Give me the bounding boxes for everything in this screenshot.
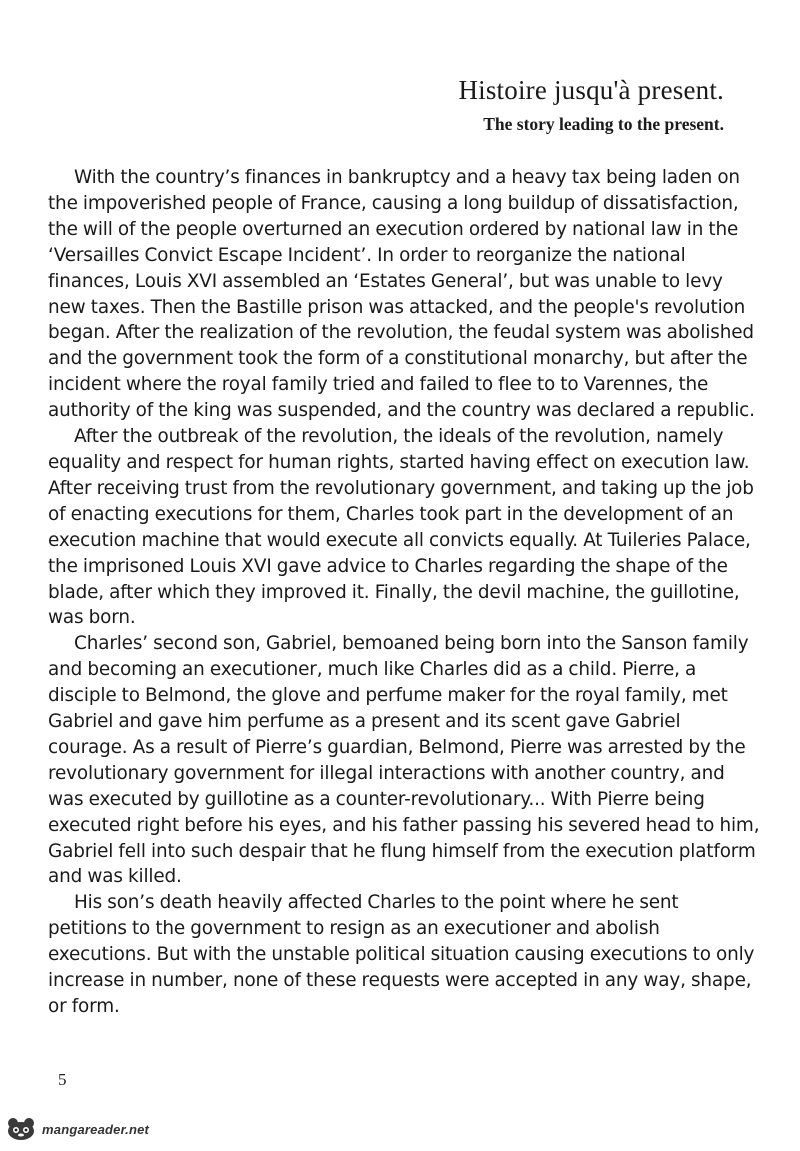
mangareader-logo-icon	[4, 1116, 38, 1142]
watermark	[4, 1116, 149, 1142]
page-subtitle: The story leading to the present.	[483, 114, 724, 134]
page-title: Histoire jusqu'à present.	[458, 75, 724, 105]
paragraph-2: After the outbreak of the revolution, the ideals of the revolution, namely equality and respect for human rights, started having effect on execution law. After receiving trust from the revolutionary government, and taking up the job of enacting executions for them, Charles took part in the development of an execution machine that would execute all convicts equally. At Tuileries Palace, the imprisoned Louis XVI gave advice to Charles regarding the shape of the blade, after which they improved it. Finally, the devil machine, the guillotine, was born.	[48, 426, 754, 629]
page-number: 5	[58, 1070, 67, 1089]
page-heading	[458, 72, 724, 136]
watermark-text: mangareader.net	[42, 1121, 150, 1137]
paragraph-1: With the country’s finances in bankruptcy and a heavy tax being laden on the impoverished people of France, causing a long buildup of dissatisfaction, the will of the people overturned an execution ordered by national law in the ‘Versailles Convict Escape Incident’. In order to reorganize the national finances, Louis XVI assembled an ‘Estates General’, but was unable to levy new taxes. Then the Bastille prison was attacked, and the people's revolution began. After the realization of the revolution, the feudal system was abolished and the government took the form of a constitutional monarchy, but after the incident where the royal family tried and failed to flee to to Varennes, the authority of the king was suspended, and the country was declared a republic.	[48, 167, 755, 422]
paragraph-3: Charles’ second son, Gabriel, bemoaned being born into the Sanson family and becoming an executioner, much like Charles did as a child. Pierre, a disciple to Belmond, the glove and perfume maker for the royal family, met Gabriel and gave him perfume as a present and its scent gave Gabriel courage. As a result of Pierre’s guardian, Belmond, Pierre was arrested by the revolutionary government for illegal interactions with another country, and was executed by guillotine as a counter-revolutionary... With Pierre being executed right before his eyes, and his father passing his severed head to him, Gabriel fell into such despair that he flung himself from the execution platform and was killed.	[48, 633, 760, 888]
story-body	[48, 165, 760, 1020]
paragraph-4: His son’s death heavily affected Charles to the point where he sent petitions to the government to resign as an executioner and abolish executions. But with the unstable political situation causing executions to only increase in number, none of these requests were accepted in any way, shape, or form.	[48, 892, 755, 1017]
